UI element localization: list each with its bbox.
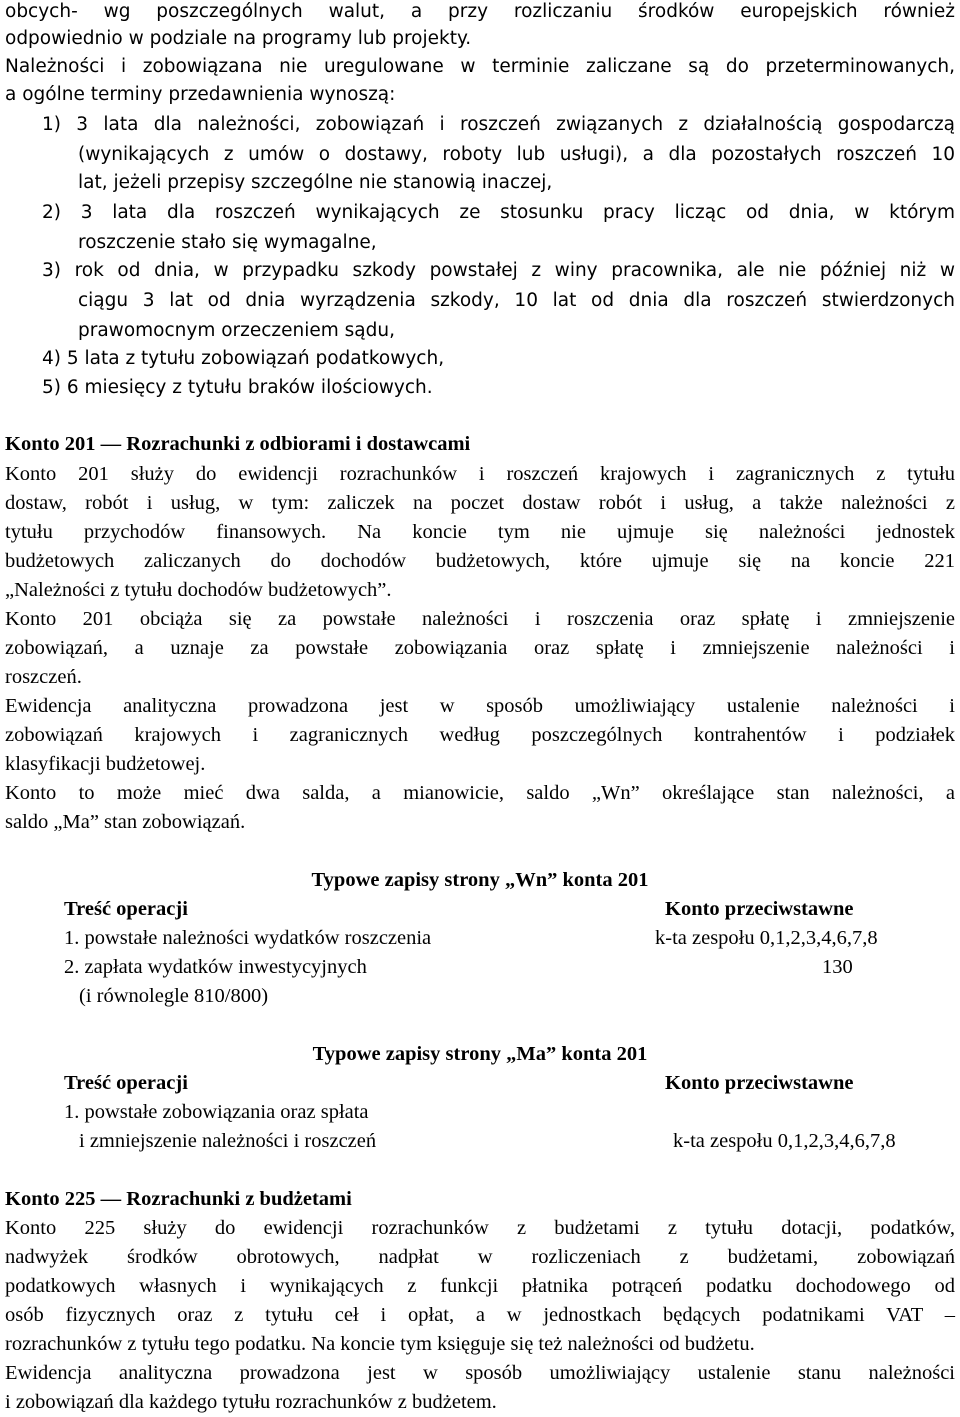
paragraph-line: Konto 201 służy do ewidencji rozrachunków i roszczeń krajowych i zagranicznych z tytułu <box>5 463 955 485</box>
paragraph-line: klasyfikacji budżetowej. <box>5 753 206 775</box>
list-item-4: 4) 5 lata z tytułu zobowiązań podatkowych, <box>42 348 445 369</box>
list-item-3-cont: prawomocnym orzeczeniem sądu, <box>78 320 395 341</box>
section-heading-konto-201: Konto 201 — Rozrachunki z odbiorami i dostawcami <box>5 433 471 455</box>
list-item-2-cont: roszczenie stało się wymagalne, <box>78 232 377 253</box>
list-item-5: 5) 6 miesięcy z tytułu braków ilościowych. <box>42 377 433 398</box>
table-wn-col-account: Konto przeciwstawne <box>665 898 854 920</box>
table-wn-title: Typowe zapisy strony „Wn” konta 201 <box>311 869 649 891</box>
paragraph-line: nadwyżek środków obrotowych, nadpłat w rozliczeniach z budżetami, zobowiązań <box>5 1246 955 1268</box>
list-item-2: 2) 3 lata dla roszczeń wynikających ze stosunku pracy licząc od dnia, w którym <box>42 202 955 223</box>
paragraph-line: Ewidencja analityczna prowadzona jest w sposób umożliwiający ustalenie stanu należności <box>5 1362 955 1384</box>
paragraph-line: Konto to może mieć dwa salda, a mianowicie, saldo „Wn” określające stan należności, a <box>5 782 955 804</box>
list-item-1: 1) 3 lata dla należności, zobowiązań i roszczeń związanych z działalnością gospodarczą <box>42 114 955 135</box>
table-ma-title: Typowe zapisy strony „Ma” konta 201 <box>312 1043 648 1065</box>
list-item-3: 3) rok od dnia, w przypadku szkody powstałej z winy pracownika, ale nie później niż w <box>42 260 955 281</box>
table-row-note: (i równolegle 810/800) <box>79 985 269 1007</box>
paragraph-line: „Należności z tytułu dochodów budżetowych”. <box>5 579 392 601</box>
paragraph-line: saldo „Ma” stan zobowiązań. <box>5 811 246 833</box>
table-row-op: 1. powstałe zobowiązania oraz spłata <box>64 1101 369 1123</box>
paragraph-line: podatkowych własnych i wynikających z funkcji płatnika potrąceń podatku dochodowego od <box>5 1275 955 1297</box>
table-row-op: 2. zapłata wydatków inwestycyjnych <box>64 956 367 978</box>
paragraph-line: Konto 225 służy do ewidencji rozrachunków z budżetami z tytułu dotacji, podatków, <box>5 1217 955 1239</box>
table-row-account: 130 <box>822 956 853 978</box>
paragraph-line: Ewidencja analityczna prowadzona jest w sposób umożliwiający ustalenie należności i <box>5 695 955 717</box>
paragraph-line: Konto 201 obciąża się za powstałe należności i roszczenia oraz spłatę i zmniejszenie <box>5 608 955 630</box>
table-row-op: 1. powstałe należności wydatków roszczenia <box>64 927 432 949</box>
intro-line: obcych- wg poszczególnych walut, a przy rozliczaniu środków europejskich również <box>5 1 955 22</box>
paragraph-line: rozrachunków z tytułu tego podatku. Na koncie tym księguje się też należności od budżetu. <box>5 1333 755 1355</box>
list-item-1-cont: lat, jeżeli przepisy szczególne nie stanowią inaczej, <box>78 172 553 193</box>
intro-line: Należności i zobowiązana nie uregulowane w terminie zaliczane są do przeterminowanych, <box>5 56 955 77</box>
paragraph-line: osób fizycznych oraz z tytułu ceł i opłat, a w jednostkach będących podatnikami VAT – <box>5 1304 955 1326</box>
paragraph-line: roszczeń. <box>5 666 82 688</box>
table-wn-col-operation: Treść operacji <box>64 898 188 920</box>
table-row-account: k-ta zespołu 0,1,2,3,4,6,7,8 <box>655 927 878 949</box>
intro-line: odpowiednio w podziale na programy lub projekty. <box>5 28 472 49</box>
paragraph-line: i zobowiązań dla każdego tytułu rozrachunków z budżetem. <box>5 1391 497 1413</box>
paragraph-line: dostaw, robót i usług, w tym: zaliczek na poczet dostaw robót i usług, a także należności z <box>5 492 955 514</box>
table-row-account: k-ta zespołu 0,1,2,3,4,6,7,8 <box>673 1130 896 1152</box>
section-heading-konto-225: Konto 225 — Rozrachunki z budżetami <box>5 1188 352 1210</box>
table-ma-col-account: Konto przeciwstawne <box>665 1072 854 1094</box>
list-item-3-cont: ciągu 3 lat od dnia wyrządzenia szkody, 10 lat od dnia dla roszczeń stwierdzonych <box>78 290 955 311</box>
paragraph-line: tytułu przychodów finansowych. Na koncie tym nie ujmuje się należności jednostek <box>5 521 955 543</box>
table-ma-col-operation: Treść operacji <box>64 1072 188 1094</box>
list-item-1-cont: (wynikających z umów o dostawy, roboty lub usługi), a dla pozostałych roszczeń 10 <box>78 144 955 165</box>
paragraph-line: zobowiązań, a uznaje za powstałe zobowiązania oraz spłatę i zmniejszenie należności i <box>5 637 955 659</box>
paragraph-line: budżetowych zaliczanych do dochodów budżetowych, które ujmuje się na koncie 221 <box>5 550 955 572</box>
intro-line: a ogólne terminy przedawnienia wynoszą: <box>5 84 396 105</box>
paragraph-line: zobowiązań krajowych i zagranicznych według poszczególnych kontrahentów i podziałek <box>5 724 955 746</box>
table-row-op: i zmniejszenie należności i roszczeń <box>79 1130 377 1152</box>
